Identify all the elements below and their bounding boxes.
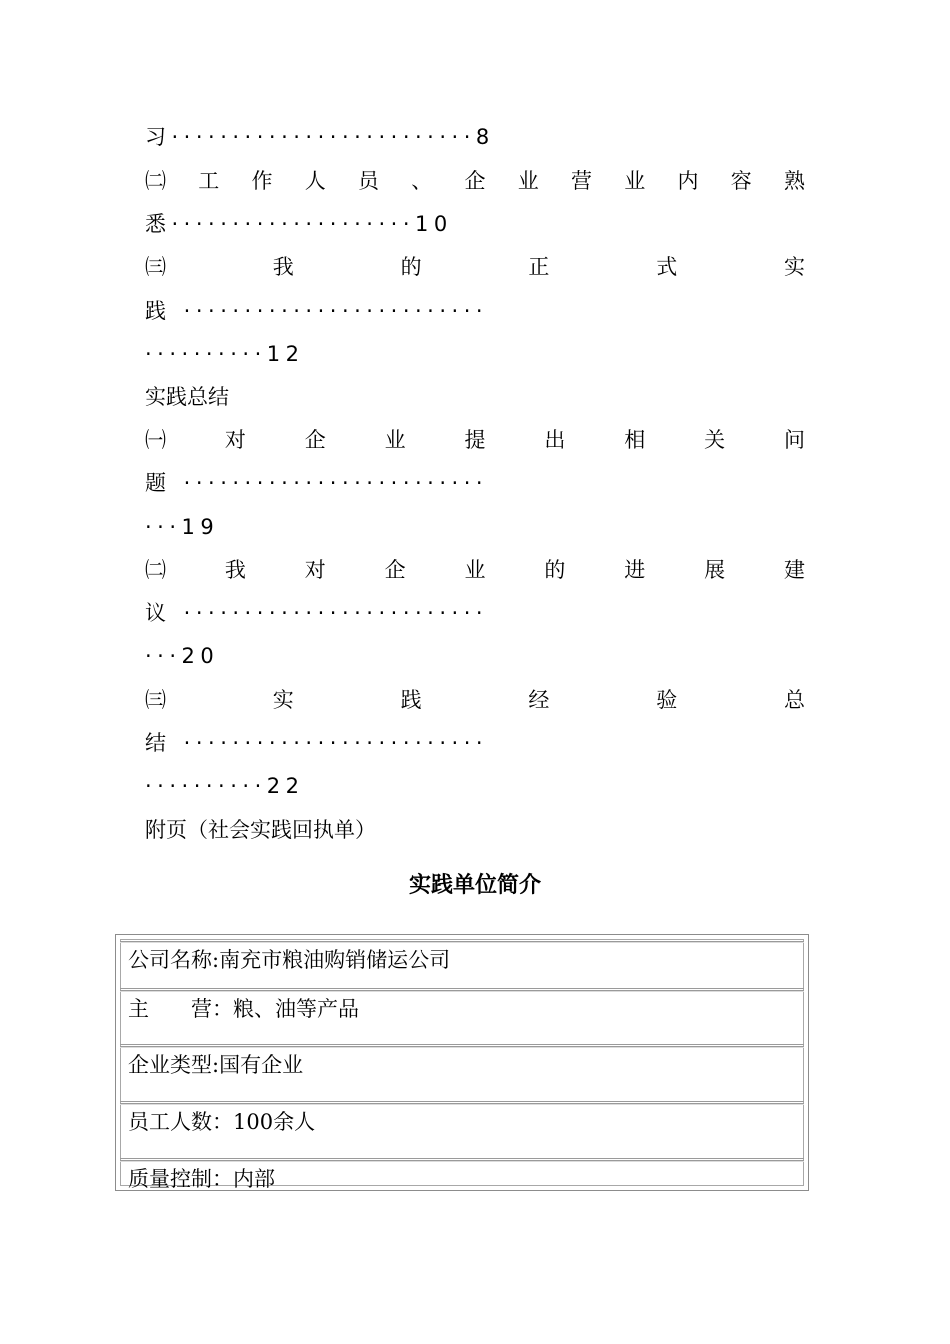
toc-line-17: 附页（社会实践回执单） — [145, 818, 376, 842]
toc-line-14: ㈢ 实 践 经 验 总 — [145, 688, 805, 712]
table-row — [120, 941, 804, 989]
toc-line-3: 悉····················10 — [145, 212, 453, 236]
quality-control-cell: 质量控制：内部 — [128, 1167, 275, 1191]
toc-line-8: ㈠ 对 企 业 提 出 相 关 问 — [145, 428, 805, 452]
table-row — [120, 990, 804, 1045]
toc-line-7: 实践总结 — [145, 385, 229, 409]
company-name-cell: 公司名称:南充市粮油购销储运公司 — [128, 948, 451, 972]
toc-line-6: ··········12 — [145, 342, 305, 366]
toc-line-10: ···19 — [145, 515, 220, 539]
table-row — [120, 1160, 804, 1191]
toc-line-1: 习·························8 — [145, 125, 495, 149]
toc-line-2: ㈡ 工 作 人 员 、 企 业 营 业 内 容 熟 — [145, 169, 805, 193]
toc-line-11: ㈡ 我 对 企 业 的 进 展 建 — [145, 558, 805, 582]
toc-line-5: 践 ························· — [145, 299, 489, 323]
section-title: 实践单位简介 — [408, 872, 541, 898]
toc-line-12: 议 ························· — [145, 601, 489, 625]
toc-line-16: ··········22 — [145, 774, 305, 798]
toc-line-9: 题 ························· — [145, 471, 489, 495]
toc-line-4: ㈢ 我 的 正 式 实 — [145, 255, 805, 279]
toc-line-13: ···20 — [145, 644, 220, 668]
employee-count-cell: 员工人数：100余人 — [128, 1110, 316, 1134]
enterprise-type-cell: 企业类型:国有企业 — [128, 1053, 304, 1077]
company-info-table — [115, 934, 809, 1191]
main-business-cell: 主 营：粮、油等产品 — [128, 997, 359, 1021]
toc-line-15: 结 ························· — [145, 731, 489, 755]
table-row — [120, 1103, 804, 1159]
table-row — [120, 1046, 804, 1102]
